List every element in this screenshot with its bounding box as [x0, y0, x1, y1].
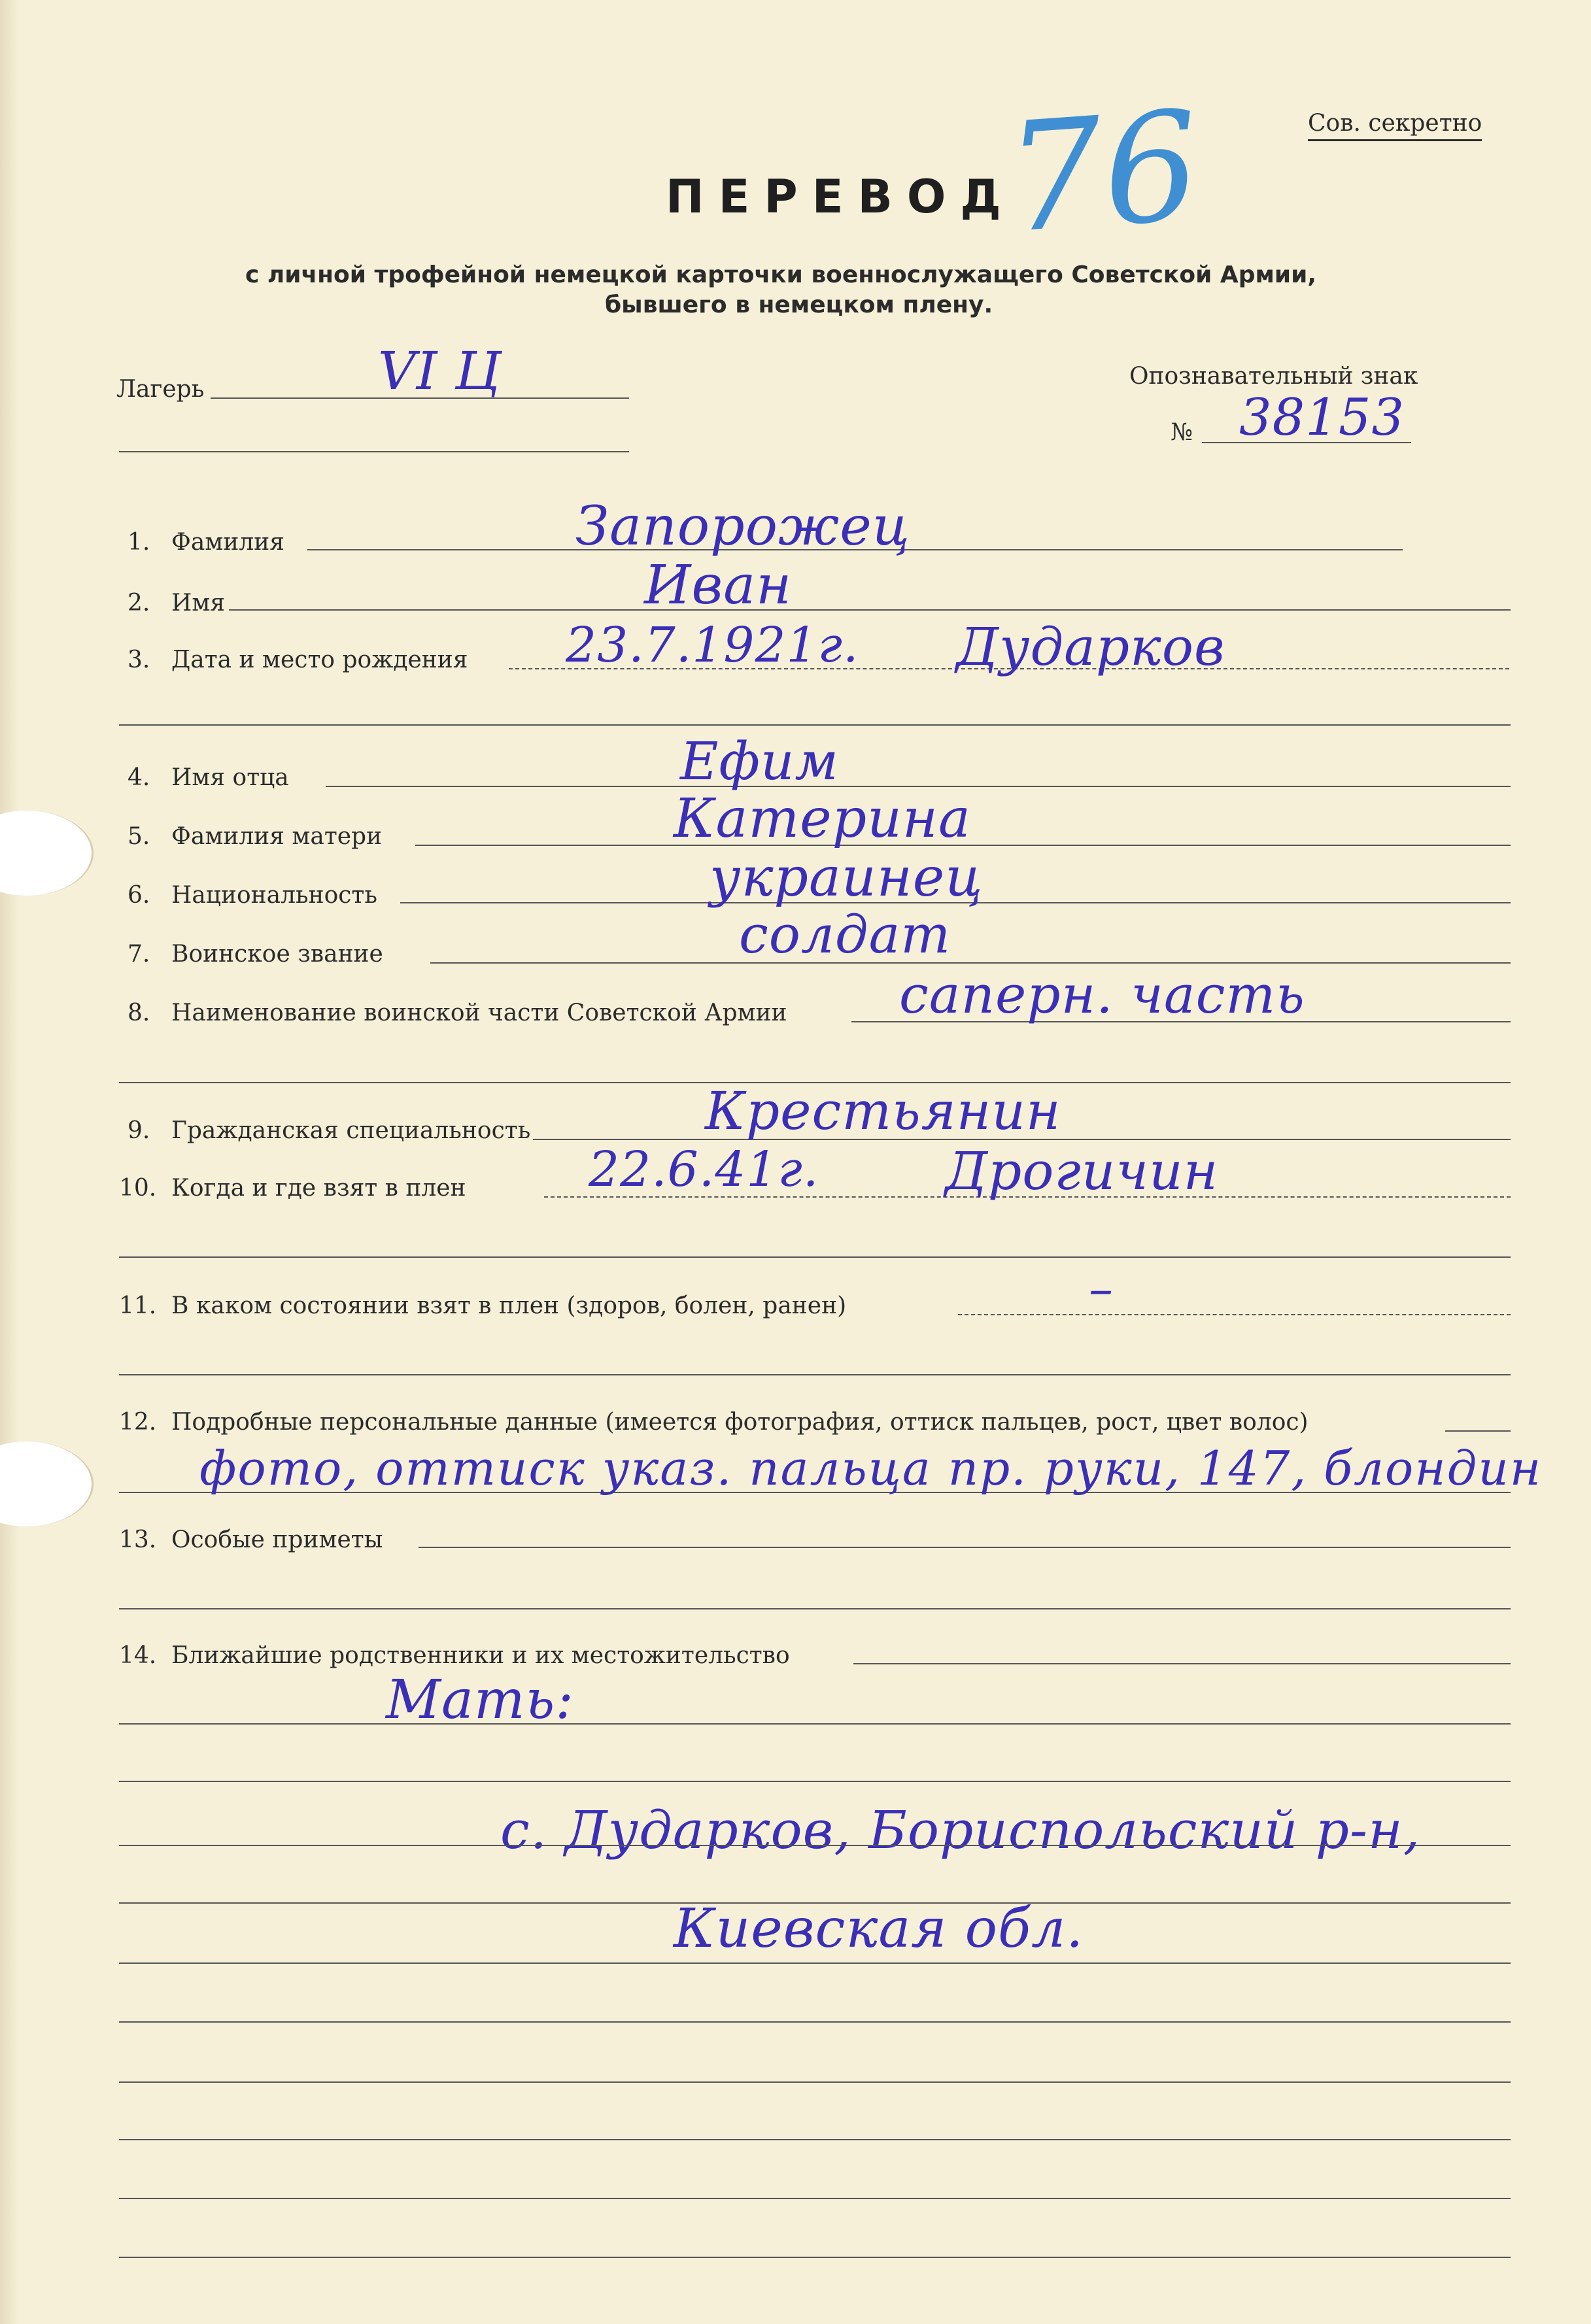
field-1-number: 1.	[128, 529, 150, 556]
field-14-number: 14.	[119, 1642, 157, 1669]
birth-date-value: 23.7.1921г.	[566, 617, 859, 673]
document-subtitle-line1: с личной трофейной немецкой карточки военнослужащего Советской Армии,	[245, 261, 1317, 288]
field-14-line-7	[119, 2021, 1511, 2023]
field-4-number: 4.	[128, 764, 150, 791]
field-10-number: 10.	[119, 1175, 157, 1202]
field-13-line-2	[119, 1608, 1511, 1609]
field-4-label: Имя отца	[171, 764, 289, 791]
page-edge-shadow	[0, 0, 20, 2324]
rank-value: солдат	[739, 904, 951, 965]
field-2-number: 2.	[128, 590, 150, 616]
camp-value: VI Ц	[378, 341, 502, 401]
field-12-number: 12.	[119, 1409, 157, 1436]
field-14-line-11	[119, 2257, 1511, 2258]
field-11-line	[958, 1314, 1511, 1315]
id-tag-label: Опознавательный знак	[1129, 363, 1418, 390]
capture-place-value: Дрогичин	[945, 1141, 1219, 1202]
field-3-label: Дата и место рождения	[171, 647, 468, 673]
relatives-line2-value: с. Дударков, Бориспольский р-н,	[500, 1800, 1421, 1861]
capture-date-value: 22.6.41г.	[589, 1141, 819, 1198]
field-11-line-2	[119, 1374, 1511, 1375]
field-7-label: Воинское звание	[171, 941, 383, 968]
field-10-label: Когда и где взят в плен	[171, 1175, 466, 1202]
punch-hole-bottom	[0, 1441, 94, 1526]
field-12-line	[1445, 1430, 1511, 1432]
field-8-label: Наименование воинской части Советской Армии	[171, 1000, 787, 1026]
field-2-label: Имя	[171, 590, 226, 616]
field-7-line	[430, 962, 1511, 964]
field-1-label: Фамилия	[171, 529, 284, 556]
first-name-value: Иван	[644, 554, 793, 616]
civil-profession-value: Крестьянин	[705, 1081, 1061, 1141]
camp-line-2	[119, 451, 629, 452]
id-tag-number-sign: №	[1171, 419, 1193, 446]
field-8-number: 8.	[128, 1000, 150, 1026]
field-3-line-2	[119, 724, 1511, 726]
field-14-line-6	[119, 1962, 1511, 1964]
field-9-number: 9.	[128, 1117, 150, 1144]
field-4-line	[326, 786, 1511, 787]
field-14-line-4	[119, 1845, 1511, 1846]
father-name-value: Ефим	[680, 731, 839, 792]
field-3-number: 3.	[128, 647, 150, 673]
field-2-line	[229, 609, 1511, 611]
field-13-line	[419, 1547, 1511, 1548]
field-5-label: Фамилия матери	[171, 823, 383, 850]
field-13-label: Особые приметы	[171, 1526, 383, 1553]
nationality-value: украинец	[710, 847, 984, 909]
field-14-line	[853, 1663, 1511, 1664]
archive-number-handwritten: 76	[1001, 79, 1206, 267]
field-7-number: 7.	[128, 941, 150, 968]
birth-place-value: Дударков	[956, 616, 1225, 677]
field-10-line-2	[119, 1256, 1511, 1258]
mother-name-value: Катерина	[674, 788, 971, 850]
relatives-line3-value: Киевская обл.	[674, 1898, 1084, 1960]
field-5-number: 5.	[128, 823, 150, 850]
camp-label: Лагерь	[116, 376, 205, 403]
field-11-number: 11.	[119, 1292, 157, 1319]
field-14-line-8	[119, 2081, 1511, 2083]
capture-condition-value: –	[1089, 1261, 1114, 1317]
field-11-label: В каком состоянии взят в плен (здоров, болен, ранен)	[171, 1292, 847, 1319]
field-14-line-9	[119, 2139, 1511, 2140]
document-subtitle-line2: бывшего в немецком плену.	[605, 292, 993, 318]
field-6-number: 6.	[128, 882, 150, 909]
punch-hole-top	[0, 811, 94, 896]
field-14-label: Ближайшие родственники и их местожительство	[171, 1642, 790, 1669]
surname-value: Запорожец	[575, 496, 910, 558]
classification-stamp: Сов. секретно	[1308, 110, 1482, 141]
relatives-line1-value: Мать:	[386, 1669, 574, 1731]
field-14-line-10	[119, 2198, 1511, 2199]
military-unit-value: саперн. часть	[899, 964, 1305, 1025]
personal-data-value: фото, оттиск указ. пальца пр. руки, 147, блондин	[199, 1441, 1543, 1496]
document-title: ПЕРЕВОД	[666, 170, 1016, 224]
field-9-label: Гражданская специальность	[171, 1117, 531, 1144]
field-14-line-2	[119, 1723, 1511, 1725]
field-14-line-3	[119, 1781, 1511, 1782]
field-6-label: Национальность	[171, 882, 377, 909]
field-12-label: Подробные персональные данные (имеется фотография, оттиск пальцев, рост, цвет волос)	[171, 1409, 1309, 1436]
id-tag-value: 38153	[1239, 388, 1405, 447]
field-13-number: 13.	[119, 1526, 157, 1553]
